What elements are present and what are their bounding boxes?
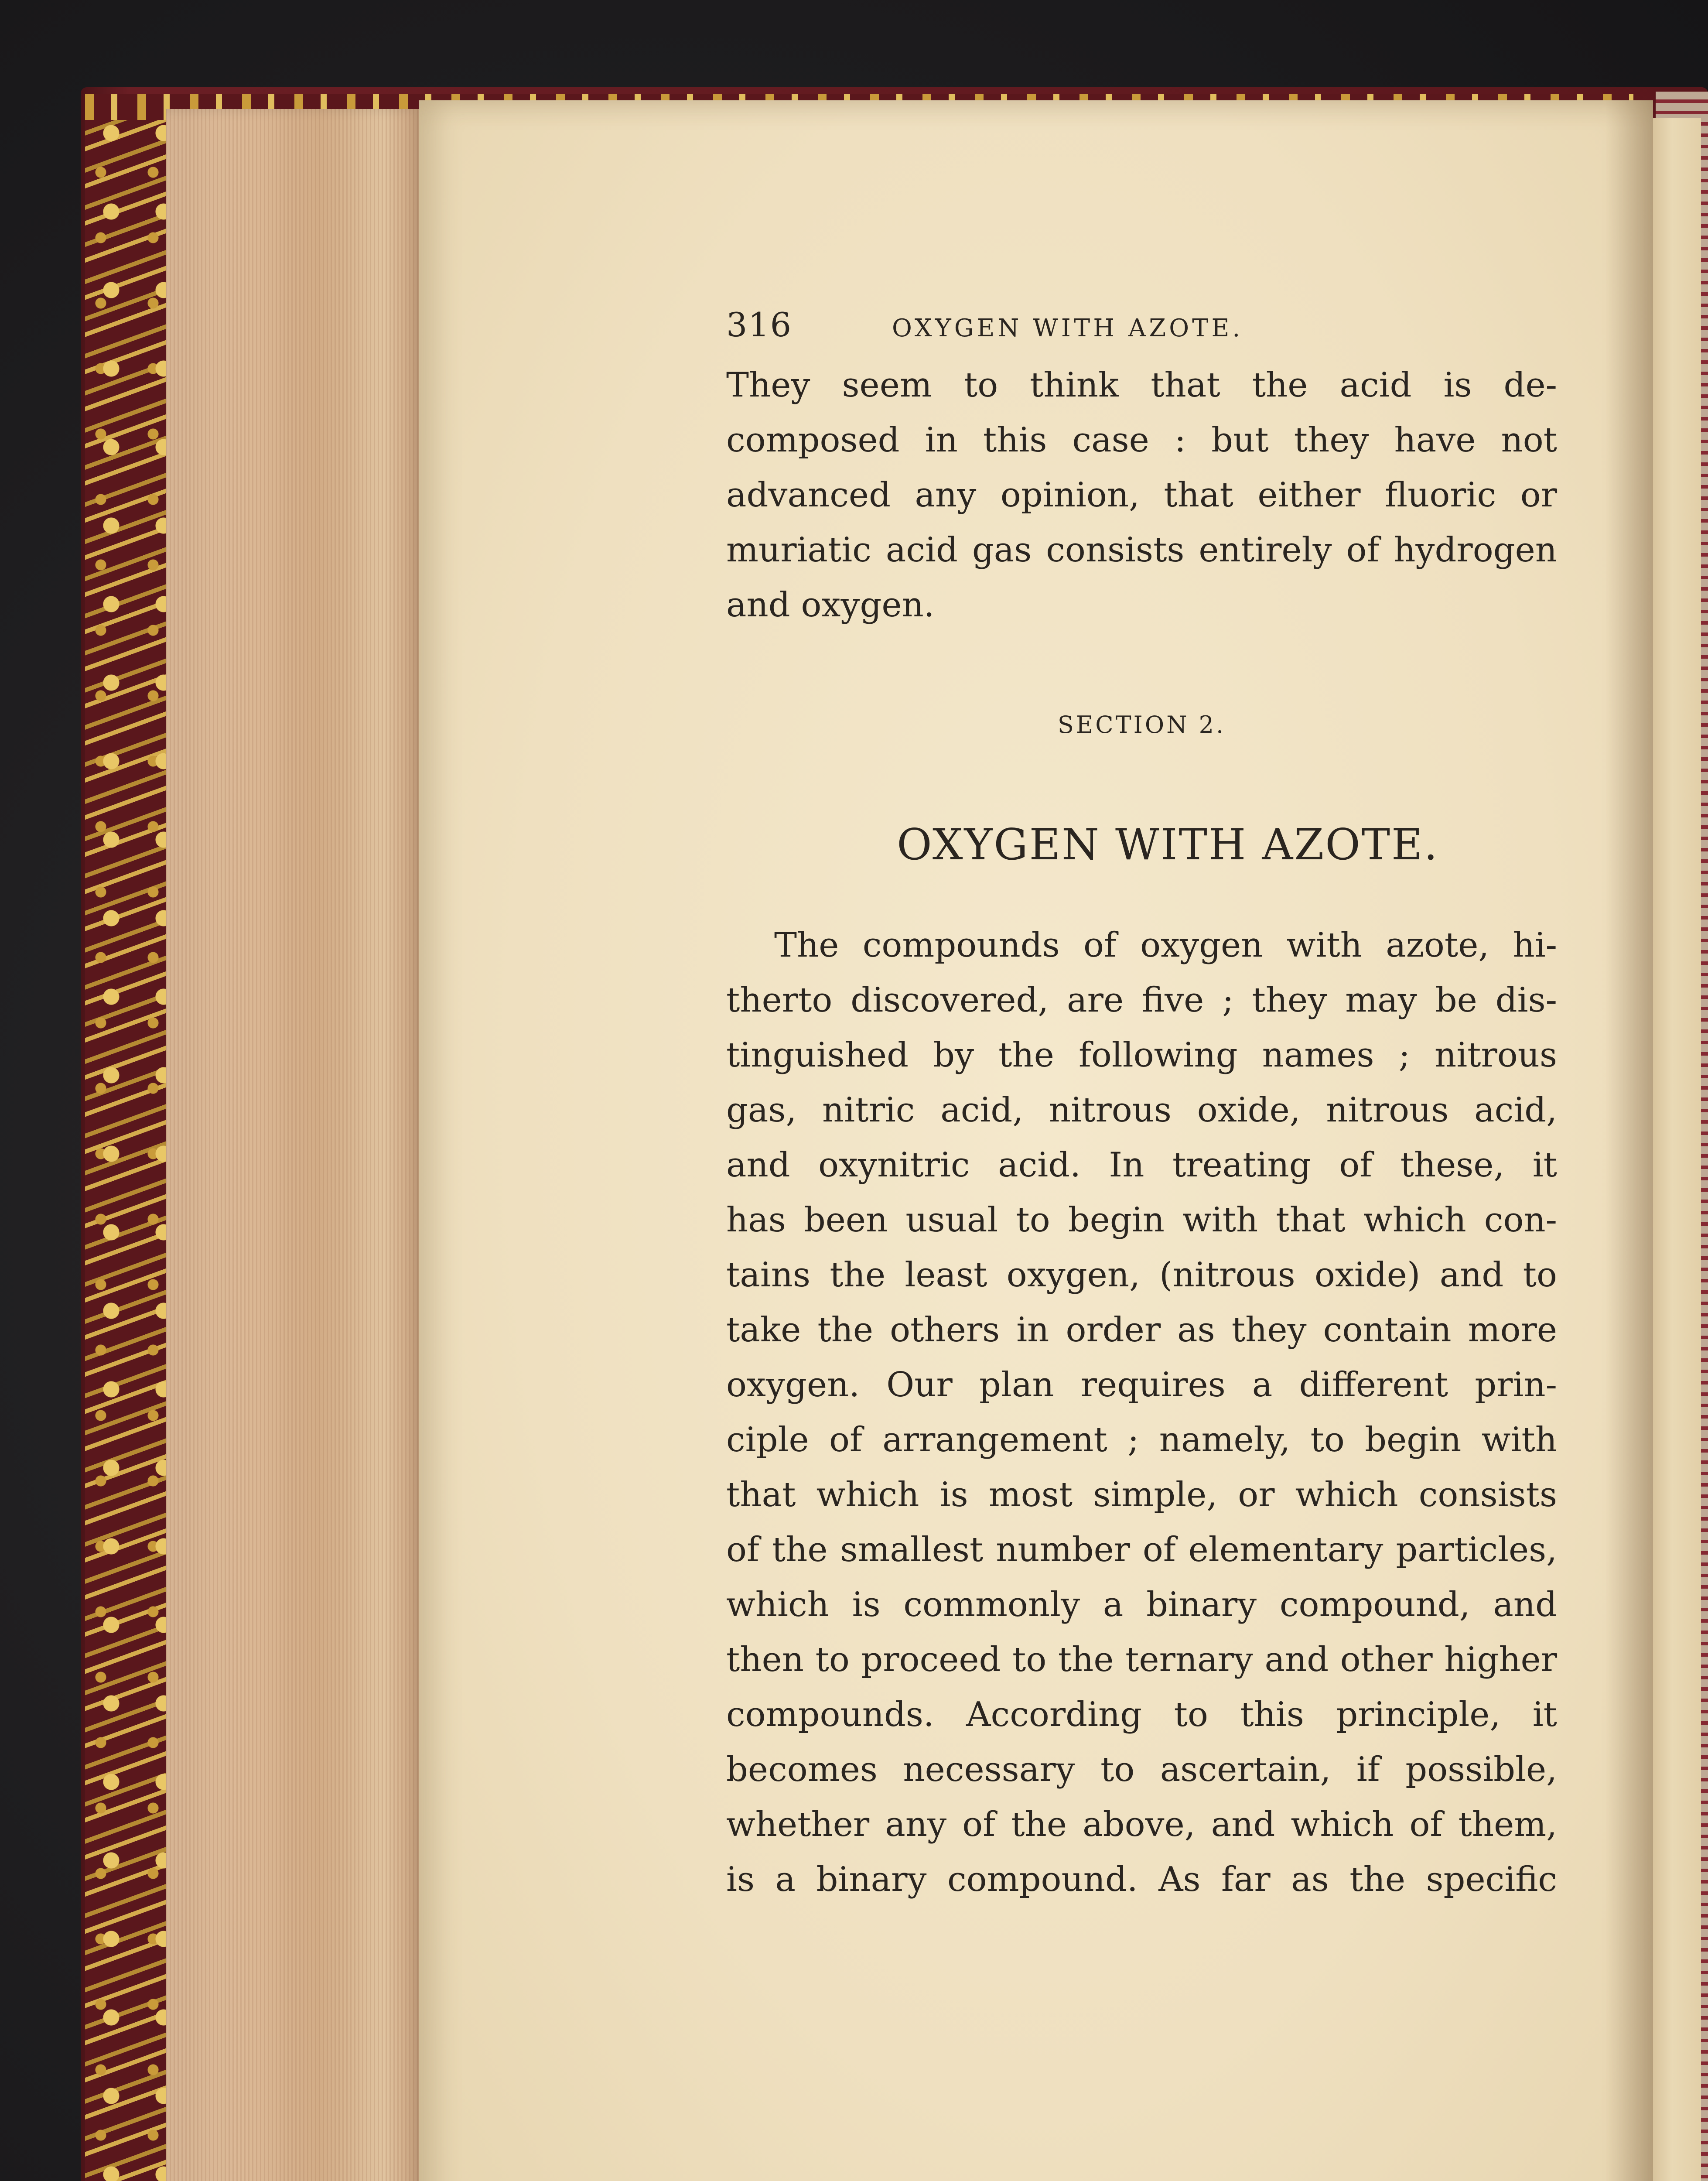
- text-line: muriatic acid gas consists entirely of hydrogen: [726, 530, 1557, 570]
- text-line: has been usual to begin with that which con-: [726, 1200, 1557, 1240]
- text-line: whether any of the above, and which of them,: [726, 1805, 1557, 1844]
- text-line: ciple of arrangement ; namely, to begin with: [726, 1420, 1557, 1460]
- text-line: becomes necessary to ascertain, if possible,: [726, 1750, 1557, 1789]
- continuation-paragraph: [726, 358, 1557, 632]
- running-title: OXYGEN WITH AZOTE.: [892, 314, 1243, 342]
- text-line: of the smallest number of elementary particles,: [726, 1530, 1557, 1569]
- page-text: [726, 305, 1557, 1907]
- text-line: oxygen. Our plan requires a different prin-: [726, 1365, 1557, 1405]
- section-heading: OXYGEN WITH AZOTE.: [897, 820, 1439, 870]
- page-fore-edge: [166, 109, 423, 2181]
- text-line: which is commonly a binary compound, and: [726, 1585, 1557, 1624]
- text-line: compounds. According to this principle, it: [726, 1695, 1557, 1734]
- page-number: 316: [726, 305, 793, 344]
- facing-page-edge: [1653, 118, 1701, 2181]
- text-line: and oxygen.: [726, 585, 935, 625]
- text-line: is a binary compound. As far as the specific: [726, 1860, 1557, 1899]
- text-line: tinguished by the following names ; nitrous: [726, 1036, 1557, 1075]
- gilt-border-decoration: [85, 94, 171, 2181]
- section-label: SECTION 2.: [1057, 711, 1226, 738]
- text-line: advanced any opinion, that either fluoric or: [726, 475, 1557, 515]
- text-line: gas, nitric acid, nitrous oxide, nitrous acid,: [726, 1090, 1557, 1130]
- text-line: composed in this case : but they have not: [726, 420, 1557, 460]
- text-line: and oxynitric acid. In treating of these, it: [726, 1145, 1557, 1185]
- text-line: They seem to think that the acid is de-: [726, 366, 1557, 405]
- body-paragraph: [726, 918, 1557, 1907]
- text-line: The compounds of oxygen with azote, hi-: [774, 926, 1557, 965]
- text-line: then to proceed to the ternary and other higher: [726, 1640, 1557, 1679]
- running-head: [726, 305, 1557, 358]
- text-line: therto discovered, are five ; they may be dis-: [726, 981, 1557, 1020]
- text-line: take the others in order as they contain more: [726, 1310, 1557, 1350]
- text-line: that which is most simple, or which consists: [726, 1475, 1557, 1514]
- gutter-shadow: [1605, 100, 1653, 2181]
- text-line: tains the least oxygen, (nitrous oxide) and to: [726, 1255, 1557, 1295]
